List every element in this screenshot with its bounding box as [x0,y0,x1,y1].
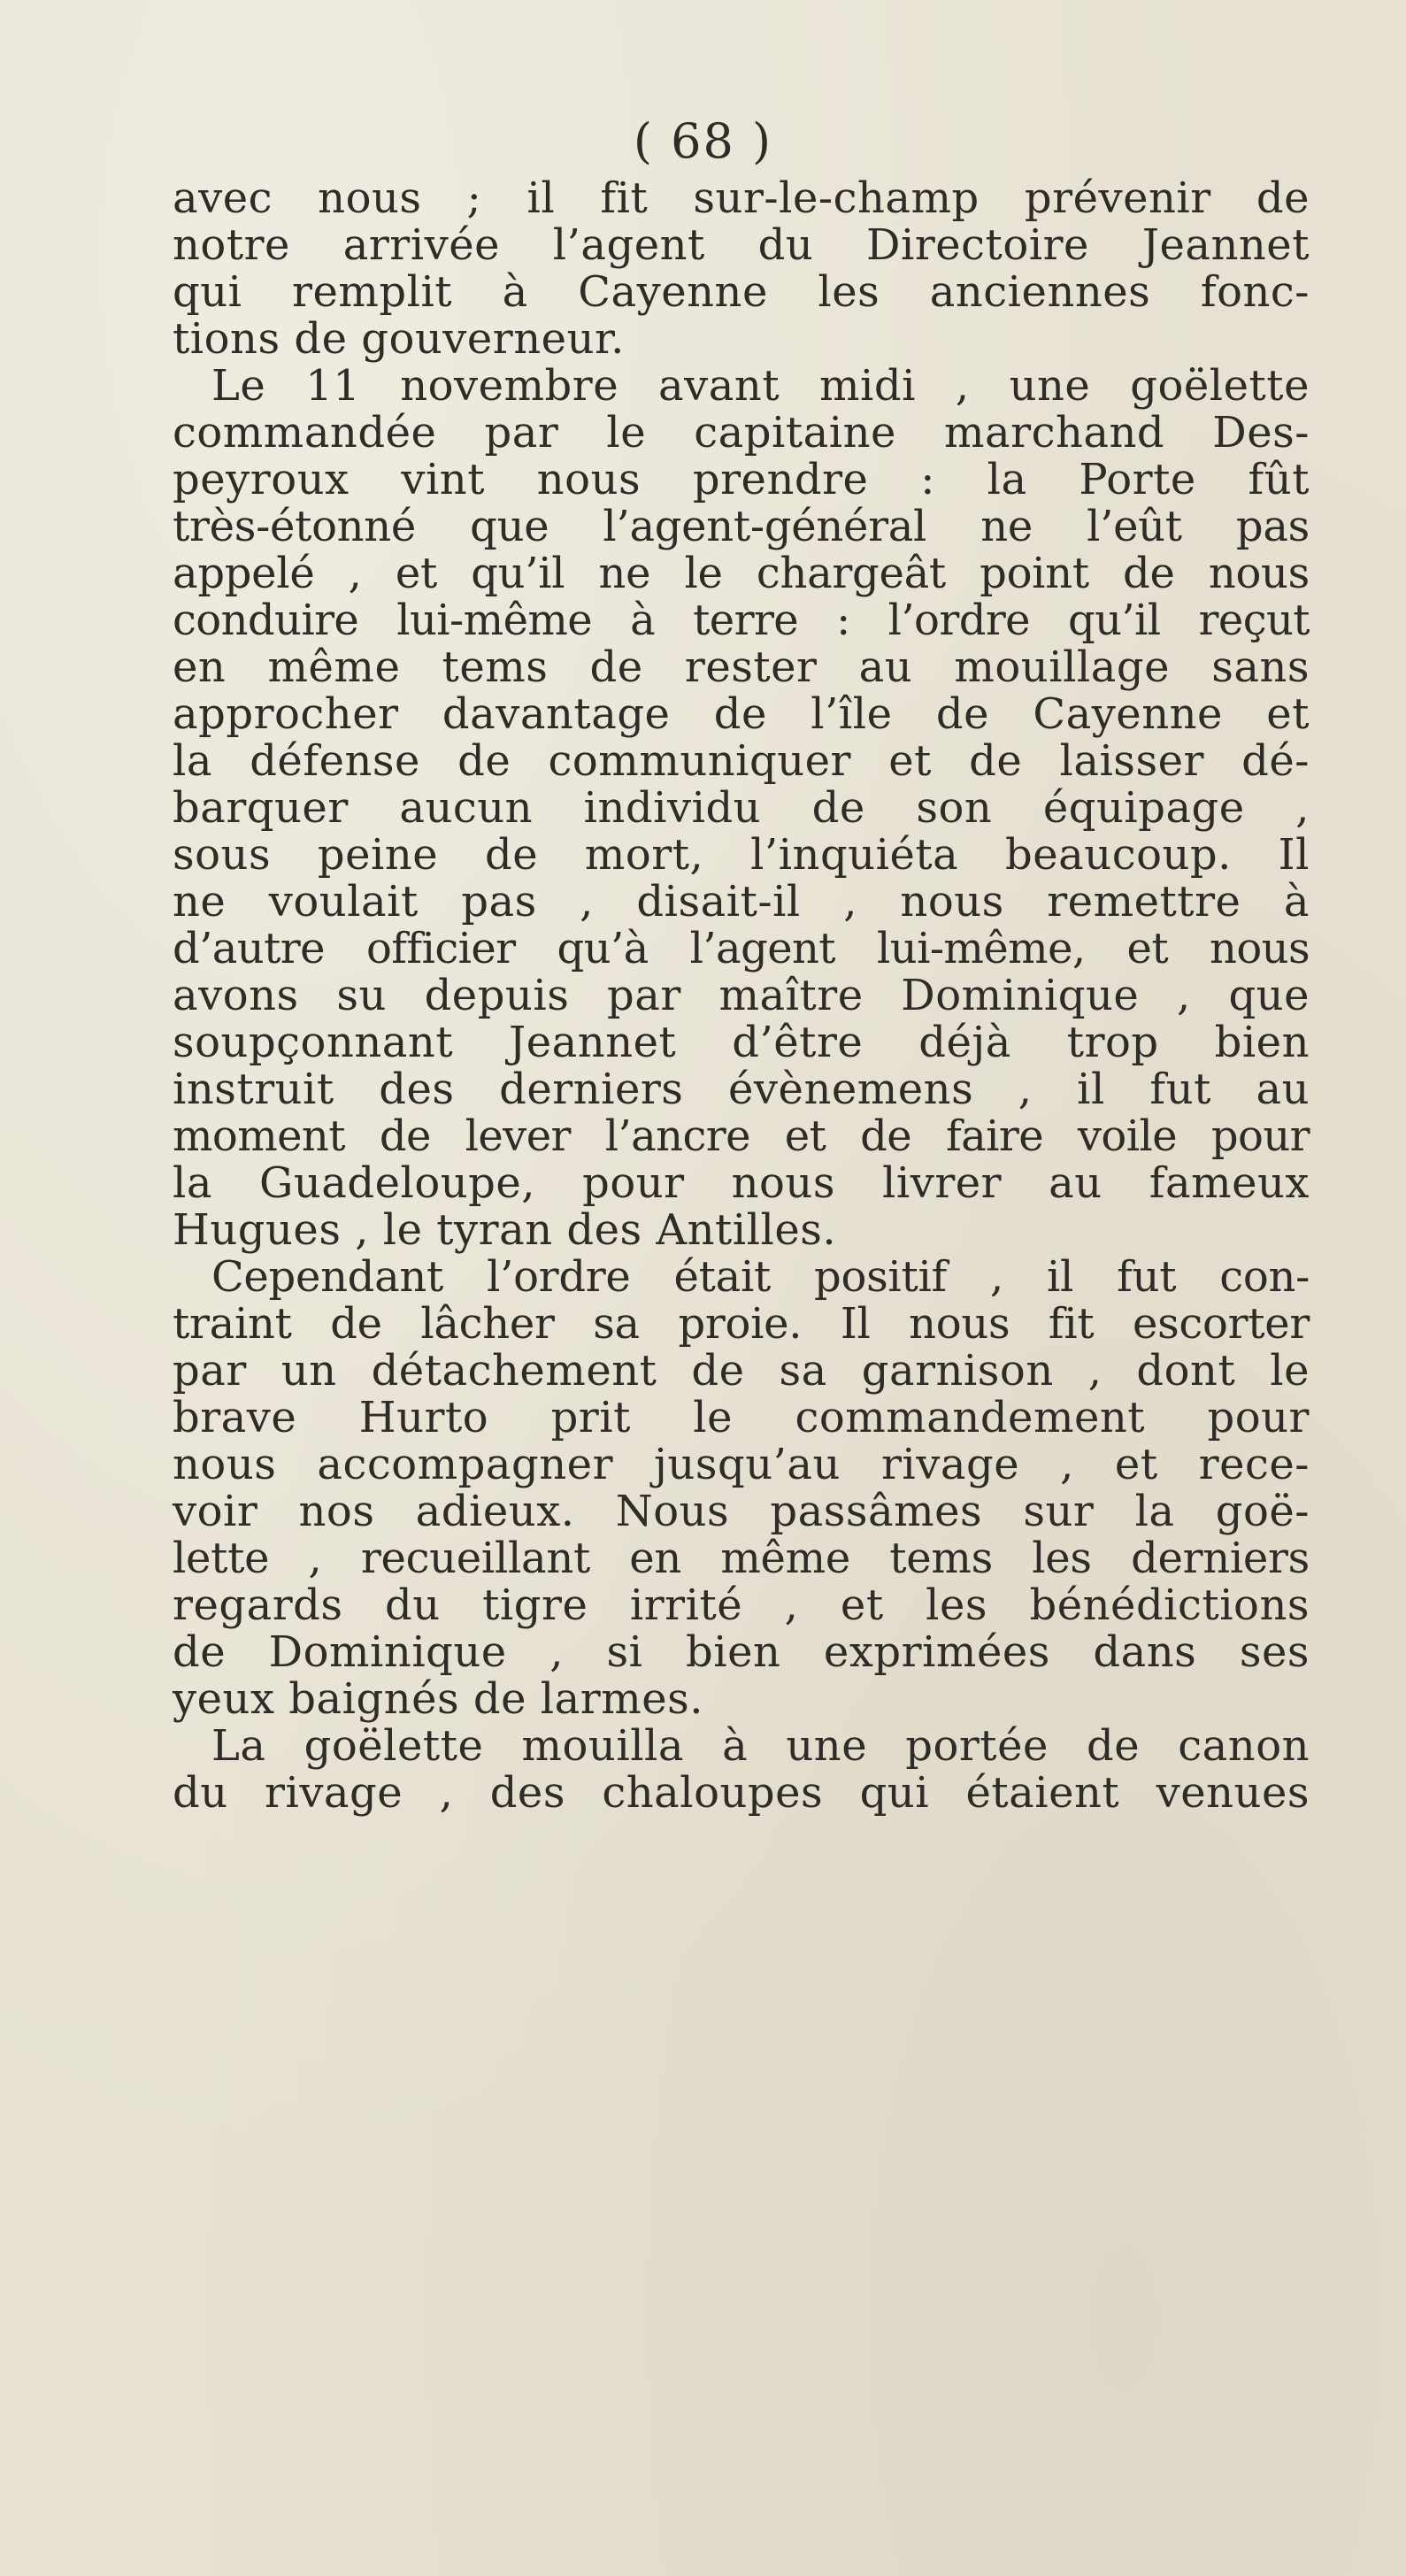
text-line: de Dominique , si bien exprimées dans ses [173,1627,1310,1677]
text-line: conduire lui-même à terre : l’ordre qu’il reçut [173,596,1310,645]
text-line: la Guadeloupe, pour nous livrer au fameux [173,1158,1310,1208]
text-line: Hugues , le tyran des Antilles. [173,1205,837,1255]
text-line: nous accompagner jusqu’au rivage , et rece- [173,1440,1310,1489]
text-line: traint de lâcher sa proie. Il nous fit escorter [173,1299,1310,1349]
text-line: approcher davantage de l’île de Cayenne et [173,689,1310,739]
text-line: sous peine de mort, l’inquiéta beaucoup. Il [173,830,1310,880]
text-line: par un détachement de sa garnison , dont le [173,1346,1310,1396]
text-line: avec nous ; il fit sur-le-champ prévenir de [173,173,1310,223]
text-line: ne voulait pas , disait-il , nous remettre à [173,877,1310,927]
text-line: lette , recueillant en même tems les derniers [173,1534,1310,1583]
text-line: qui remplit à Cayenne les anciennes fonc- [173,267,1310,317]
body-text [173,175,1310,1817]
text-line: appelé , et qu’il ne le chargeât point de nous [173,549,1310,598]
text-line: brave Hurto prit le commandement pour [173,1393,1310,1442]
text-line: notre arrivée l’agent du Directoire Jeannet [173,220,1310,270]
text-line: d’autre officier qu’à l’agent lui-même, et nous [173,924,1310,973]
text-line: moment de lever l’ancre et de faire voile pour [173,1111,1310,1161]
text-line: très-étonné que l’agent-général ne l’eût pas [173,502,1310,551]
text-line: Le 11 novembre avant midi , une goëlette [211,361,1310,411]
text-line: la défense de communiquer et de laisser dé- [173,736,1310,786]
text-line: barquer aucun individu de son équipage , [173,783,1310,833]
text-line: avons su depuis par maître Dominique , que [173,971,1310,1020]
text-line: instruit des derniers évènemens , il fut au [173,1065,1310,1114]
text-line: peyroux vint nous prendre : la Porte fût [173,455,1310,504]
text-line: commandée par le capitaine marchand Des- [173,408,1310,458]
text-line: La goëlette mouilla à une portée de canon [211,1721,1310,1771]
text-line: en même tems de rester au mouillage sans [173,642,1310,692]
text-line: regards du tigre irrité , et les bénédictions [173,1580,1310,1630]
text-line: Cependant l’ordre était positif , il fut con- [211,1252,1310,1302]
text-line: soupçonnant Jeannet d’être déjà trop bien [173,1018,1310,1067]
page-number: ( 68 ) [633,113,773,169]
text-line: tions de gouverneur. [173,314,625,364]
text-line: du rivage , des chaloupes qui étaient venues [173,1768,1310,1818]
text-line: yeux baignés de larmes. [173,1674,704,1724]
text-line: voir nos adieux. Nous passâmes sur la goë- [173,1487,1310,1536]
